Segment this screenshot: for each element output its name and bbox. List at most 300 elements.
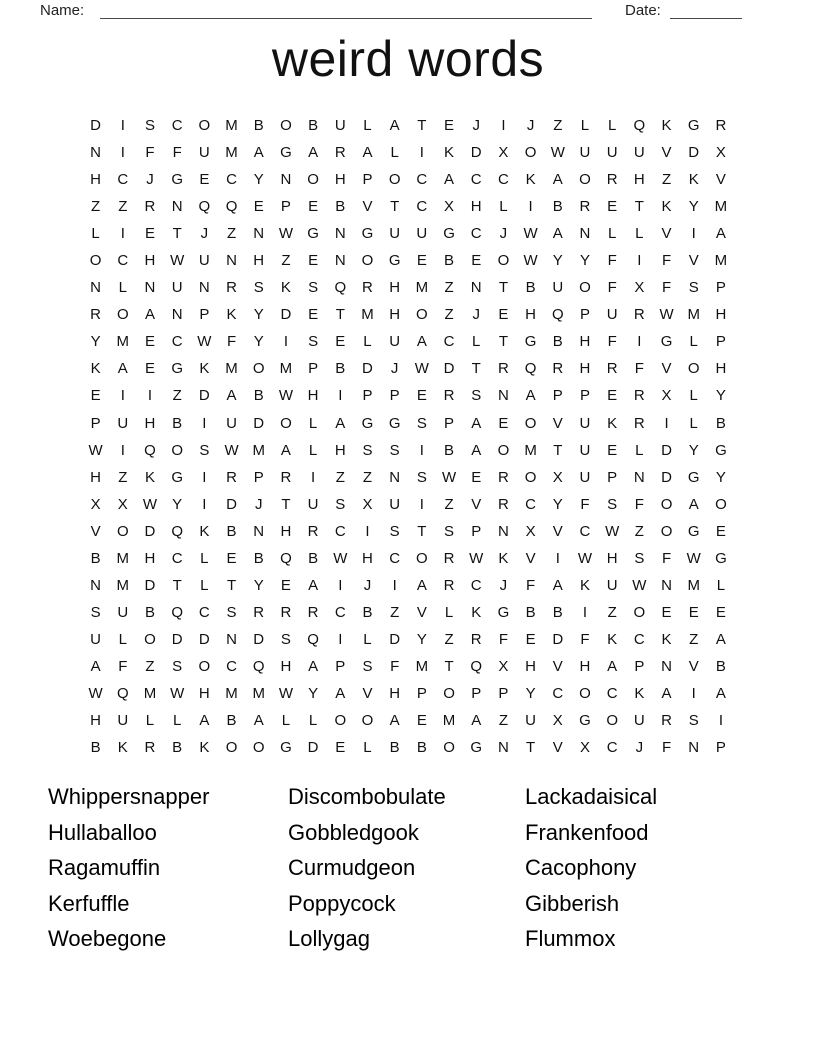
grid-letter: D [443, 360, 455, 378]
grid-letter: D [688, 144, 700, 162]
grid-letter: U [198, 252, 210, 270]
grid-letter: L [308, 712, 318, 730]
grid-letter: A [389, 712, 400, 730]
grid-letter: J [200, 225, 209, 243]
grid-letter: F [118, 657, 128, 675]
grid-letter: Z [661, 171, 672, 189]
grid-letter: F [226, 333, 237, 351]
date-blank-line[interactable] [670, 0, 742, 19]
grid-letter: T [226, 576, 237, 594]
grid-letter: T [634, 198, 644, 216]
grid-letter: D [661, 441, 672, 459]
grid-letter: I [120, 387, 125, 405]
grid-letter: N [280, 171, 292, 189]
grid-letter: L [472, 333, 481, 351]
grid-letter: O [443, 685, 455, 702]
grid-letter: Z [607, 603, 617, 621]
grid-letter: O [225, 739, 238, 757]
grid-letter: P [607, 468, 618, 486]
grid-letter: Q [171, 603, 183, 621]
grid-letter: S [90, 603, 101, 621]
grid-letter: D [552, 630, 564, 648]
grid-letter: I [582, 603, 588, 621]
grid-letter: G [307, 225, 319, 243]
grid-letter: H [280, 522, 292, 540]
grid-letter: A [688, 495, 699, 513]
grid-letter: F [634, 360, 644, 378]
grid-letter: O [198, 657, 211, 675]
grid-letter: U [117, 414, 129, 432]
grid-letter: N [90, 279, 102, 297]
grid-letter: E [280, 576, 291, 594]
word-column-2 [288, 779, 446, 957]
grid-letter: A [416, 576, 427, 594]
grid-letter: W [170, 252, 185, 270]
grid-letter: I [120, 441, 125, 459]
grid-letter: G [280, 739, 292, 757]
grid-letter: I [419, 144, 424, 162]
grid-letter: U [334, 117, 346, 135]
grid-letter: I [501, 117, 506, 135]
grid-letter: R [606, 171, 618, 189]
grid-letter: A [335, 685, 346, 702]
grid-letter: B [444, 441, 455, 459]
grid-letter: J [472, 306, 480, 324]
grid-letter: C [334, 522, 346, 540]
grid-letter: O [715, 495, 727, 513]
grid-letter: V [416, 603, 427, 621]
grid-letter: W [333, 549, 348, 567]
grid-letter: G [660, 333, 673, 351]
grid-letter: I [202, 414, 207, 432]
grid-letter: D [389, 630, 401, 648]
grid-letter: G [687, 117, 700, 135]
grid-letter: C [171, 333, 183, 351]
word-column-3 [525, 779, 657, 957]
grid-letter: C [416, 171, 428, 189]
grid-letter: V [715, 171, 726, 189]
grid-letter: A [471, 414, 482, 432]
grid-letter: W [469, 549, 484, 567]
grid-letter: W [523, 252, 538, 270]
grid-letter: B [308, 549, 319, 567]
grid-letter: U [117, 712, 129, 730]
grid-letter: Y [308, 685, 319, 702]
grid-letter: A [552, 576, 563, 594]
grid-letter: W [278, 685, 293, 702]
grid-letter: E [471, 252, 482, 270]
grid-letter: O [280, 117, 292, 135]
grid-letter: W [414, 360, 429, 378]
grid-letter: H [280, 657, 292, 675]
grid-letter: C [606, 739, 618, 757]
grid-letter: W [278, 225, 293, 243]
grid-letter: O [198, 117, 211, 135]
grid-letter: Q [116, 685, 129, 702]
grid-letter: C [497, 171, 509, 189]
grid-letter: W [441, 468, 457, 486]
grid-letter: Y [715, 468, 726, 486]
grid-letter: L [363, 117, 372, 135]
grid-letter: C [633, 630, 645, 648]
grid-letter: O [497, 252, 510, 270]
grid-letter: S [362, 441, 373, 459]
grid-letter: B [253, 117, 264, 135]
grid-letter: T [498, 333, 508, 351]
grid-letter: A [715, 630, 726, 648]
grid-letter: B [715, 657, 726, 675]
grid-letter: H [334, 441, 346, 459]
grid-letter: S [389, 522, 400, 540]
grid-letter: Z [226, 225, 237, 243]
grid-letter: F [661, 279, 672, 297]
grid-letter: A [607, 657, 618, 675]
grid-letter: J [472, 117, 480, 135]
grid-letter: A [715, 225, 726, 243]
grid-letter: N [334, 252, 346, 270]
grid-letter: L [635, 441, 644, 459]
grid-letter: K [525, 171, 536, 189]
grid-letter: X [117, 495, 128, 513]
grid-letter: Y [525, 685, 536, 702]
name-blank-line[interactable] [100, 0, 592, 19]
grid-letter: F [661, 739, 672, 757]
grid-letter: R [552, 360, 564, 378]
grid-letter: O [388, 171, 401, 189]
word-list-item: Lackadaisical [525, 784, 658, 809]
grid-letter: S [416, 414, 427, 432]
grid-letter: W [605, 522, 620, 540]
grid-letter: K [117, 739, 128, 757]
grid-letter: C [470, 576, 482, 594]
grid-letter: D [280, 306, 292, 324]
grid-letter: X [498, 657, 509, 675]
grid-letter: E [416, 387, 427, 405]
grid-letter: H [715, 306, 727, 324]
grid-letter: E [498, 414, 509, 432]
grid-letter: I [419, 495, 424, 513]
grid-letter: P [280, 198, 291, 216]
grid-letter: F [607, 252, 617, 270]
grid-letter: E [335, 739, 346, 757]
grid-letter: W [88, 441, 103, 459]
grid-letter: P [471, 522, 482, 540]
grid-letter: F [580, 495, 590, 513]
grid-letter: L [689, 414, 698, 432]
grid-letter: L [308, 414, 318, 432]
grid-letter: X [552, 712, 563, 730]
grid-letter: M [225, 117, 238, 135]
grid-letter: I [202, 495, 207, 513]
grid-letter: B [144, 603, 155, 621]
grid-letter: A [199, 712, 210, 730]
grid-letter: N [497, 387, 509, 405]
grid-letter: W [550, 144, 565, 162]
grid-letter: K [199, 739, 210, 757]
grid-letter: A [308, 657, 319, 675]
grid-letter: Y [253, 306, 264, 324]
grid-letter: I [338, 630, 343, 648]
grid-letter: K [607, 414, 618, 432]
grid-letter: X [579, 739, 590, 757]
grid-letter: G [443, 225, 455, 243]
grid-letter: B [253, 387, 264, 405]
word-list-item: Cacophony [525, 855, 637, 881]
grid-letter: R [633, 414, 645, 432]
grid-letter: Z [444, 630, 454, 648]
grid-letter: E [661, 603, 672, 621]
grid-letter: I [120, 117, 125, 135]
grid-letter: V [661, 225, 672, 243]
grid-letter: D [661, 468, 672, 486]
grid-letter: G [579, 712, 591, 730]
grid-letter: I [637, 333, 642, 351]
grid-letter: K [661, 630, 672, 648]
grid-letter: S [634, 549, 645, 567]
grid-letter: I [528, 198, 533, 216]
grid-letter: O [524, 144, 537, 162]
grid-letter: P [471, 685, 482, 702]
grid-letter: C [198, 603, 210, 621]
grid-letter: Z [145, 657, 155, 675]
grid-letter: I [283, 333, 288, 351]
grid-letter: E [715, 603, 726, 621]
grid-letter: L [363, 333, 372, 351]
grid-letter: P [715, 279, 726, 297]
grid-letter: R [253, 603, 265, 621]
grid-letter: Z [390, 603, 400, 621]
grid-letter: W [170, 685, 185, 702]
grid-letter: Q [252, 657, 265, 675]
grid-letter: I [338, 576, 343, 594]
grid-letter: H [389, 306, 401, 324]
grid-letter: G [171, 360, 183, 378]
grid-letter: H [470, 198, 482, 216]
grid-letter: O [633, 603, 646, 621]
grid-letter: U [579, 441, 591, 459]
grid-letter: E [444, 117, 455, 135]
grid-letter: P [308, 360, 319, 378]
grid-letter: U [307, 495, 319, 513]
grid-letter: L [363, 630, 372, 648]
grid-letter: O [280, 414, 292, 432]
grid-letter: N [470, 279, 482, 297]
grid-letter: P [552, 387, 563, 405]
grid-letter: E [308, 306, 319, 324]
grid-letter: R [90, 306, 102, 324]
grid-letter: T [553, 441, 563, 459]
grid-letter: W [197, 333, 212, 351]
grid-letter: S [226, 603, 237, 621]
grid-letter: J [499, 576, 508, 594]
grid-letter: R [144, 198, 156, 216]
grid-letter: I [691, 225, 696, 243]
grid-letter: U [579, 468, 591, 486]
grid-letter: G [171, 468, 183, 486]
grid-letter: T [390, 198, 400, 216]
grid-letter: L [118, 630, 127, 648]
grid-letter: B [90, 739, 101, 757]
grid-letter: C [416, 198, 428, 216]
grid-letter: X [90, 495, 101, 513]
grid-letter: L [91, 225, 100, 243]
grid-letter: S [308, 279, 319, 297]
grid-letter: A [335, 414, 346, 432]
grid-letter: Y [416, 630, 427, 648]
grid-letter: D [144, 522, 156, 540]
grid-letter: H [253, 252, 265, 270]
grid-letter: B [444, 252, 455, 270]
word-list-item: Discombobulate [288, 784, 446, 809]
grid-letter: B [416, 739, 427, 757]
grid-letter: I [664, 414, 669, 432]
grid-letter: H [579, 360, 591, 378]
grid-letter: B [552, 603, 563, 621]
grid-letter: R [497, 360, 509, 378]
grid-letter: O [524, 468, 537, 486]
grid-letter: Z [335, 468, 345, 486]
grid-letter: V [552, 522, 563, 540]
grid-letter: C [117, 252, 129, 270]
grid-letter: C [579, 522, 591, 540]
word-list-item: Curmudgeon [288, 855, 416, 881]
grid-letter: O [116, 306, 129, 324]
grid-letter: R [443, 387, 455, 405]
word-list-item: Kerfuffle [48, 890, 130, 916]
grid-letter: L [118, 279, 127, 297]
grid-letter: P [498, 685, 509, 702]
grid-letter: G [524, 333, 537, 351]
grid-letter: Q [225, 198, 238, 216]
grid-letter: U [606, 306, 618, 324]
word-list-item: Frankenfood [525, 819, 649, 845]
grid-letter: C [117, 171, 129, 189]
grid-letter: P [362, 387, 373, 405]
grid-letter: E [525, 630, 536, 648]
grid-letter: J [499, 225, 508, 243]
grid-letter: Y [253, 576, 264, 594]
grid-letter: P [579, 387, 590, 405]
grid-letter: Z [444, 306, 454, 324]
grid-letter: B [552, 333, 563, 351]
grid-letter: U [552, 279, 564, 297]
grid-letter: S [280, 630, 291, 648]
grid-letter: F [661, 549, 672, 567]
grid-letter: C [470, 171, 482, 189]
grid-letter: L [444, 603, 454, 621]
grid-letter: A [715, 685, 726, 702]
grid-letter: V [552, 739, 563, 757]
grid-letter: V [688, 657, 699, 675]
grid-letter: Y [552, 495, 563, 513]
grid-letter: M [116, 333, 130, 351]
grid-letter: J [363, 576, 372, 594]
grid-letter: R [497, 468, 509, 486]
grid-letter: D [362, 360, 373, 378]
grid-letter: K [634, 685, 645, 702]
grid-letter: H [144, 549, 156, 567]
grid-letter: R [633, 306, 645, 324]
grid-letter: K [471, 603, 482, 621]
grid-letter: B [362, 603, 373, 621]
grid-letter: P [444, 414, 455, 432]
grid-letter: I [147, 387, 153, 405]
grid-letter: H [362, 549, 373, 567]
grid-letter: N [497, 739, 509, 757]
grid-letter: N [661, 576, 672, 594]
grid-letter: U [389, 333, 401, 351]
grid-letter: E [308, 252, 319, 270]
grid-letter: Z [553, 117, 563, 135]
grid-letter: A [226, 387, 237, 405]
grid-letter: J [526, 117, 535, 135]
grid-letter: O [606, 712, 618, 730]
grid-letter: N [90, 144, 102, 162]
grid-letter: C [171, 549, 183, 567]
grid-letter: L [580, 117, 590, 135]
grid-letter: B [335, 360, 346, 378]
grid-letter: C [606, 685, 618, 702]
grid-letter: V [661, 144, 672, 162]
grid-letter: O [144, 630, 156, 648]
grid-letter: E [253, 198, 264, 216]
grid-letter: B [525, 603, 536, 621]
grid-letter: H [307, 387, 319, 405]
grid-letter: R [633, 387, 645, 405]
grid-letter: H [525, 306, 537, 324]
grid-letter: F [661, 252, 672, 270]
grid-letter: Z [689, 630, 699, 648]
grid-letter: Y [172, 495, 183, 513]
grid-letter: X [498, 144, 509, 162]
grid-letter: P [715, 739, 726, 757]
grid-letter: N [171, 306, 183, 324]
grid-letter: R [362, 279, 373, 297]
grid-letter: P [715, 333, 726, 351]
grid-letter: T [172, 225, 182, 243]
grid-letter: S [416, 468, 427, 486]
grid-letter: T [172, 576, 182, 594]
grid-letter: I [419, 441, 424, 459]
word-list-item: Ragamuffin [48, 855, 161, 881]
grid-letter: P [253, 468, 264, 486]
grid-letter: I [120, 225, 125, 243]
grid-letter: A [471, 712, 482, 730]
grid-letter: E [471, 468, 482, 486]
grid-letter: C [171, 117, 183, 135]
grid-letter: R [334, 144, 346, 162]
grid-letter: H [389, 279, 401, 297]
grid-letter: R [661, 712, 672, 730]
word-list-item: Hullaballoo [48, 819, 157, 845]
grid-letter: Q [171, 522, 183, 540]
grid-letter: K [199, 522, 210, 540]
grid-letter: M [116, 576, 130, 594]
grid-letter: W [659, 306, 674, 324]
grid-letter: R [606, 360, 618, 378]
grid-letter: A [253, 144, 264, 162]
grid-letter: Q [524, 360, 537, 378]
grid-letter: H [715, 360, 727, 378]
grid-letter: T [417, 522, 427, 540]
grid-letter: L [716, 576, 726, 594]
grid-letter: N [90, 576, 102, 594]
grid-letter: R [443, 549, 455, 567]
grid-letter: U [198, 144, 210, 162]
grid-letter: A [144, 306, 155, 324]
grid-letter: K [444, 144, 455, 162]
grid-letter: H [144, 414, 156, 432]
